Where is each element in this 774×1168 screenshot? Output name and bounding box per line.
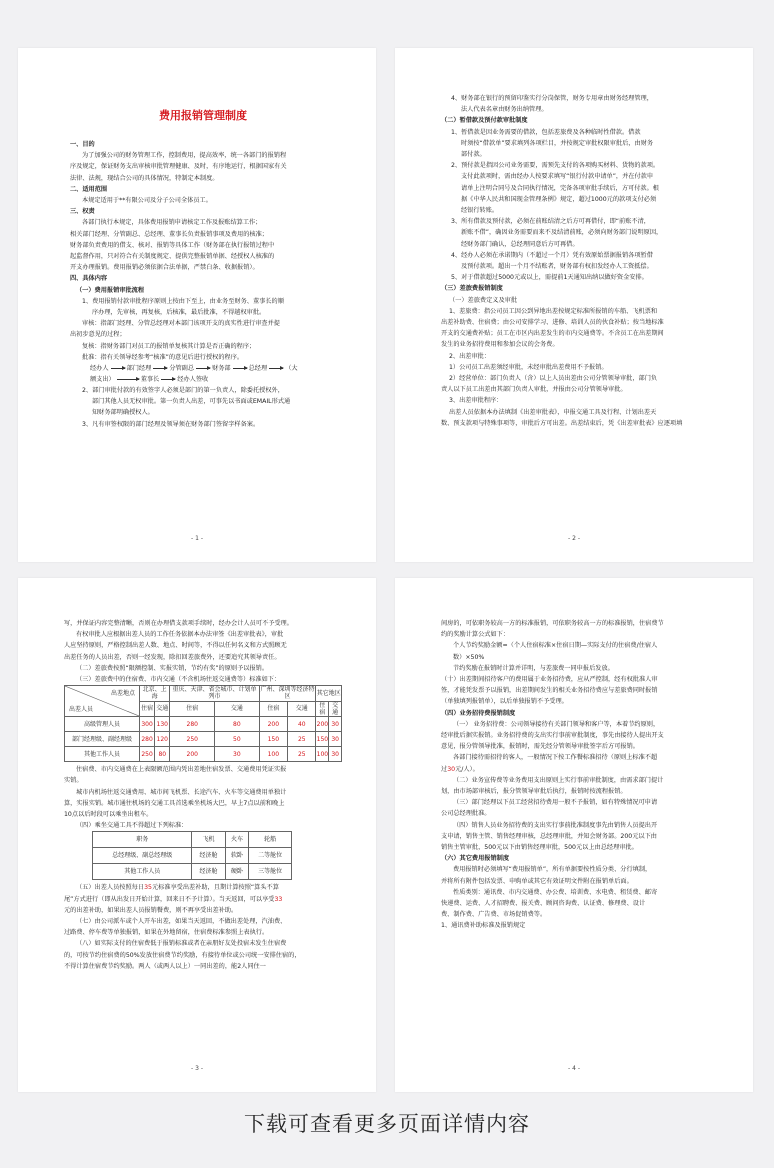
table-cell: 30 xyxy=(215,747,259,762)
text-line: 约的奖励计算公式如下： xyxy=(441,631,510,639)
text-line: 间房的，可依职务较高一方的标准报销，可依职务较高一方的标准报销，住宿费节 xyxy=(441,620,664,627)
text-line: 节约奖励在报销时计算并详明，与差旅费一同申报后发放。 xyxy=(453,664,614,672)
table-corner-cell xyxy=(65,686,140,717)
text-line: 支付此款项时，需由经办人按要求填写“银行付款申请单”，并在付款申 xyxy=(461,173,654,181)
text-line: 销售主管审批，500元以下由销售经理审批，500元以上由总经理审批。 xyxy=(441,844,638,852)
table-header-cell: 住宿 xyxy=(170,701,215,717)
text-line: 1、费用报销付款审批程序原则上按由下至上，由业务至财务、董事长的顺 xyxy=(82,297,284,305)
text-line: 责人以下员工出差由其部门负责人审批，并报由公司分管领导审批。 xyxy=(441,386,627,394)
text-line: （七）由公司派车或个人开车出差，如果当天返回，不做出差处理，汽油费、 xyxy=(76,918,287,926)
flow-node: 经办人 xyxy=(90,365,109,373)
text-line: 财务部负责费用的借支、核对、报销等具体工作（财务部在执行报销过程中 xyxy=(70,241,275,249)
table-cell: 100 xyxy=(316,747,329,762)
text-line: 为了加强公司的财务管理工作，控制费用，提高效率，统一各部门的报销程 xyxy=(82,152,287,160)
text-line: 序及规定，保证财务支出审核审批管理健康、及时，有序地运行，根据国家有关 xyxy=(70,163,287,171)
text-line: （单独填列报销单），以后单独报销不予受理。 xyxy=(441,698,568,706)
table-cell: 200 xyxy=(316,717,329,732)
flow-node: 总经理 xyxy=(248,365,268,373)
document-page-1 xyxy=(18,48,376,562)
text-line: 出差人员依据本办法填制《出差审批表》，申报交通工具及行程、计划出差天 xyxy=(449,408,657,416)
table-header-cell: 职务 xyxy=(93,832,192,848)
text-line: 城市内机场往返交通费用、城市间飞机票、长途汽车、火车等交通费用单独计 xyxy=(76,788,287,796)
text-line: 四、具体内容 xyxy=(70,275,108,283)
text-line: 各部门执行本规定，具体费用报销申请核定工作及报账结算工作； xyxy=(82,219,262,227)
table-header-cell: 出差人员 xyxy=(69,706,94,714)
text-line: 及预付款项。超出一个月不结账者，财务部有权扣发经办人工资抵偿。 xyxy=(461,263,653,271)
table-header-cell: 飞机 xyxy=(192,832,225,848)
text-line: 过30元/人）。 xyxy=(441,765,479,773)
page1-body xyxy=(70,139,336,363)
page-number: - 3 - xyxy=(191,1065,203,1072)
arrow-right-icon xyxy=(196,368,210,369)
arrow-right-icon xyxy=(233,368,247,369)
text-line: 数、预支款项与特殊事项等，审批后方可出差。出差结束后，凭《出差审批表》应逐项填 xyxy=(441,419,683,427)
text-line: 不得计算住宿费节约奖励。两人（或两人以上）一同出差的，能2人同住一 xyxy=(64,962,266,970)
travel-allowance-table xyxy=(64,685,342,762)
page-number: - 4 - xyxy=(568,1065,580,1072)
text-line: 相关部门经理、分管副总、总经理、董事长负责报销事项及费用的核准； xyxy=(70,230,268,238)
page-number: - 1 - xyxy=(191,535,203,542)
table-cell: 250 xyxy=(170,732,215,747)
table-cell: 经济舱 xyxy=(192,864,225,880)
table-cell: 50 xyxy=(215,732,259,747)
document-page-3 xyxy=(18,578,376,1092)
text-line: （三）差旅费报销制度 xyxy=(441,285,503,293)
text-line: （一）差旅费定义及审批 xyxy=(449,296,518,304)
text-line: 性质类别：通讯费、市内交通费、办公费、培训费、水电费、租赁费、邮寄 xyxy=(453,888,658,896)
text-line: 住宿费、市内交通费在上表限额范围内凭出差地住宿发票、交通费用凭证实报 xyxy=(76,766,287,774)
table-cell: 150 xyxy=(316,732,329,747)
text-line: 三、权责 xyxy=(70,208,95,216)
text-line: 算，实报实销。城市通往机场的交通工具首选乘坐机场大巴，早上7点以前和晚上 xyxy=(64,799,285,807)
table-cell: 三等舱位 xyxy=(249,864,292,880)
text-line: 2、部门审批付款的有效签字人必须是部门的第一负责人，除委托授权外， xyxy=(82,387,284,395)
table-header-cell: 住宿 xyxy=(140,701,155,717)
table-header-cell: 住宿 xyxy=(316,701,329,717)
flow-node: 分管副总 xyxy=(169,365,195,373)
text-line: 时须按“借款单”要求填列各项栏目，并按规定审批权限审批后，由财务 xyxy=(461,139,654,147)
text-line: 签，才能凭发票予以报销，出差期间发生的相关业务招待费应与差旅费同时报销 xyxy=(441,687,658,695)
table-header-cell: 交通 xyxy=(329,701,342,717)
table-cell: 80 xyxy=(155,747,170,762)
text-line: 2）经营单位：部门负责人（含）以上人员出差由公司分管领导审批，部门负 xyxy=(449,375,658,383)
table-header-cell: 火车 xyxy=(225,832,249,848)
table-cell: 25 xyxy=(288,747,316,762)
highlight-value: 33 xyxy=(274,895,283,903)
text-line: （十）出差期间招待客户的费用属于业务招待费，应从严控制，经有权批准人审 xyxy=(441,676,658,684)
text-line: 批准：指有关领导经参考“核准”的意见后进行授权的程序。 xyxy=(82,353,244,361)
page3-body-3 xyxy=(64,882,342,972)
text-line: 4、财务部在银行的预留印鉴实行分岗保管，财务专用章由财务经理管理， xyxy=(451,95,653,102)
arrow-right-icon xyxy=(269,368,283,369)
table-cell: 280 xyxy=(140,732,155,747)
text-line: （四）销售人员业务招待费的支出实行事前批准制度事先由销售人员提出开 xyxy=(453,821,658,829)
text-line: 3、凡有审签权限的部门经理及领导须在财务部门签留字样备案。 xyxy=(82,420,260,428)
text-line: 的，可按节约住宿费的50%发放住宿费节约奖励，有接待单位或公司统一安排住宿的， xyxy=(64,951,301,959)
arrow-right-icon xyxy=(161,379,175,380)
table-cell: 130 xyxy=(155,717,170,732)
text-line: 1、通讯费补助标准及报销规定 xyxy=(441,922,526,930)
table-cell: 经济舱 xyxy=(192,848,225,864)
text-line: 支申请，销售主管、销售经理审核，总经理审批，并知会财务部。200元以下由 xyxy=(441,832,657,840)
text-line: 经财务部门确认，总经理同意后方可再借。 xyxy=(461,240,579,248)
table-cell: 120 xyxy=(155,732,170,747)
text-line: （五）出差人员按照每日35元标准享受出差补助，且期计算按照“算头不算 xyxy=(76,884,279,892)
table-cell: 二等舱位 xyxy=(249,848,292,864)
text-line: （三）差旅费中的住宿费、市内交通（不含机场往返交通费等）标准如下： xyxy=(76,676,281,684)
table-cell: 总经理级、副总经理级 xyxy=(93,848,192,864)
flow-node: 董事长 xyxy=(140,376,160,384)
text-line: 据《中华人民共和国现金管理条例》规定，超过1000元的款项支付必须 xyxy=(461,195,657,203)
table-header-cell: 北京、上海 xyxy=(140,686,170,702)
table-cell: 300 xyxy=(140,717,155,732)
text-line: 10点以后时段可以乘坐出租车。 xyxy=(64,811,153,819)
table-cell: 200 xyxy=(170,747,215,762)
text-line: 经银行转账。 xyxy=(461,207,499,215)
transport-standard-table xyxy=(92,831,292,880)
text-line: 数）×50% xyxy=(453,653,485,661)
table-header-cell: 出差地点 xyxy=(110,690,135,698)
text-line: 1、差旅费：指公司员工因公到异地出差按规定标准所报销的车船、飞机票和 xyxy=(449,307,658,315)
page3-body xyxy=(64,618,342,685)
text-line: 有权审批人应根据出差人员的工作任务依据本办法审签《出差审批表》，审批 xyxy=(76,631,284,639)
text-line: 公司总经理批准。 xyxy=(441,810,491,818)
table-row xyxy=(65,747,342,762)
text-line: 知财务部明确授权人。 xyxy=(92,409,154,417)
text-line: 法人代表名章由财务出纳管理。 xyxy=(461,106,548,114)
text-line: 开支办理报销。费用报销必须依据合法单据，严禁白条、收据报销）。 xyxy=(70,264,259,272)
text-line: 并将所有附件包括发票、申购单或其它有效证明文件附在报销单后面。 xyxy=(441,877,633,885)
table-header-cell: 其它地区 xyxy=(316,686,342,702)
table-row xyxy=(65,732,342,747)
text-line: 审核：指部门经理、分管总经理对本部门该项开支的真实性进行审查并提 xyxy=(82,320,280,328)
table-header-cell: 轮船 xyxy=(249,832,292,848)
text-line: 二、适用范围 xyxy=(70,185,108,193)
text-line: 起监督作用，只对符合有关制度规定、提供完整报销单据、经授权人核准的 xyxy=(70,253,275,261)
table-row xyxy=(93,848,292,864)
table-row xyxy=(93,832,292,848)
text-line: 法律、法规，现结合公司的具体情况，特制定本制度。 xyxy=(70,174,219,182)
table-row-label: 高级管理人员 xyxy=(65,717,140,732)
text-line: 1）公司员工出差须经审批，未经审批出差费用不予报销。 xyxy=(449,363,608,371)
text-line: 序办理，先审核，再复核，后核准，最后批准，不得越权审批。 xyxy=(92,309,266,317)
table-cell: 30 xyxy=(329,732,342,747)
table-row-label: 其他工作人员 xyxy=(65,747,140,762)
table-header-cell: 交通 xyxy=(215,701,259,717)
text-line: 发生的业务招待费用和参加会议的会务费。 xyxy=(441,341,559,349)
text-line: （三）部门经理以下员工经营招待费用一般不予报销，如有特殊情况可申请 xyxy=(453,799,658,807)
text-line: （一）费用报销审批流程 xyxy=(76,286,145,294)
page4-body xyxy=(441,618,719,932)
highlight-value: 30 xyxy=(447,765,456,773)
table-row-label: 部门经理级、副经理级 xyxy=(65,732,140,747)
page2-body xyxy=(441,93,717,429)
arrow-right-icon xyxy=(111,368,125,369)
text-line: 3、出差审批程序： xyxy=(449,397,503,405)
table-cell: 25 xyxy=(288,732,316,747)
text-line: （八）如实际支付的住宿费低于报销标准或者在亲朋好友处投宿未发生住宿费 xyxy=(76,940,287,948)
table-header-cell: 重庆、天津、省会城市、计划单列市 xyxy=(170,686,259,702)
text-line: 开支的交通费补贴；员工在市区内出差发生的市内交通费等。不含员工在出差期间 xyxy=(441,330,664,338)
text-line: 人应坚持原则，严格控制出差人数、地点、时间等，不得以任何名义和方式照顾无 xyxy=(64,642,287,650)
text-line: （二）业务宣传费等业务费用支出原则上实行事前审批制度，由需求部门提计 xyxy=(453,776,664,784)
table-cell: 100 xyxy=(259,747,288,762)
table-header-cell: 广州、深圳等经济特区 xyxy=(260,686,315,701)
text-line: 元的出差补助，如果出差人员报销餐费，则不再享受出差补助。 xyxy=(64,906,238,914)
text-line: （四）乘坐交通工具不得超过下列标准： xyxy=(76,822,188,830)
text-line: 部付款。 xyxy=(461,151,486,159)
text-line: 费、制作费、广告费、市场促销费等。 xyxy=(441,911,547,919)
table-cell: 150 xyxy=(259,732,288,747)
text-line: 出初步意见的过程； xyxy=(70,331,126,339)
text-line: 写，并保证内容完整清晰，否则在办理借支款项手续时，经办会计人员可不予受理。 xyxy=(64,620,293,627)
flow-node: 财务部 xyxy=(212,365,231,373)
text-line: 出差任务的人员出差，否则一经发现，除扣回差旅费外，还要追究其领导责任。 xyxy=(64,653,281,661)
document-page-4 xyxy=(395,578,753,1092)
text-line: 经审批后据实报销。业务招待费的支出实行事前审批制度，事先由接待人提出开支 xyxy=(441,732,664,740)
highlight-value: 35 xyxy=(144,884,152,892)
table-cell: 250 xyxy=(140,747,155,762)
table-header-cell: 住宿 xyxy=(259,701,288,717)
table-cell: 其他工作人员 xyxy=(93,864,192,880)
table-cell: 软卧 xyxy=(225,848,249,864)
page1-body-2 xyxy=(70,385,336,430)
table-header-cell: 交通 xyxy=(155,701,170,717)
document-page-2 xyxy=(395,48,753,562)
text-line: 意见，报分管领导批准，报销时，需先经分管领导审批签字后方可报销。 xyxy=(441,743,639,751)
flow-node: （大 xyxy=(285,365,298,373)
text-line: 快递费、运费、人才招聘费、报关费、顾问咨询费、认证费、修理费、设计 xyxy=(441,900,646,908)
download-more-caption: 下载可查看更多页面详情内容 xyxy=(244,1112,530,1136)
table-cell: 280 xyxy=(170,717,215,732)
text-line: 4、经办人必须在承诺期内（不超过一个月）凭有效原始票据报销各项暂借 xyxy=(451,251,653,259)
table-cell: 硬卧 xyxy=(225,864,249,880)
flow-node: 经办人签收 xyxy=(177,376,209,384)
table-row xyxy=(93,864,292,880)
text-line: 划，由市场部审核后，报分管领导审批后执行，报销时按流程报销。 xyxy=(441,788,627,796)
table-cell: 80 xyxy=(215,717,259,732)
flow-node: 部门经理 xyxy=(126,365,152,373)
table-cell: 30 xyxy=(329,747,342,762)
text-line: 复核：指财务部门对员工的报销单复核其计算是否正确的程序； xyxy=(82,342,256,350)
table-cell: 200 xyxy=(259,717,288,732)
text-line: 3、所有借款及预付款，必须在前账结清之后方可再借付，即“前账不清， xyxy=(451,218,650,226)
text-line: 5、对于借款超过5000元或以上，需提前1天通知出纳以做好资金安排。 xyxy=(451,274,648,282)
text-line: 出差补助费、住宿费；由公司安排学习、进修、培训人员的伙食补贴；按当地标准 xyxy=(441,319,664,327)
text-line: 1、暂借款是因业务需要的借款，包括差旅费及各种临时性借款。借款 xyxy=(451,128,641,136)
text-line: 一、目的 xyxy=(70,141,95,148)
table-header-cell: 交通 xyxy=(288,701,316,717)
arrow-right-icon xyxy=(153,368,167,369)
table-cell: 40 xyxy=(288,717,316,732)
flow-node: 额支出） xyxy=(90,376,115,384)
text-line: 2、预付款是指因公司业务需要，需预先支付的各项购买材料、货物的款项。 xyxy=(451,162,660,170)
text-line: 个人节约奖励金额=（个人住宿标准×住宿日期—实际支付的住宿费/住宿人 xyxy=(453,642,658,650)
text-line: 过路费、停车费等单独报销，如果在外地留宿，住宿费标准参照上表执行。 xyxy=(64,929,269,937)
text-line: 新账不借”，确因业务需要而来不及结清前账，必须向财务部门说明原因， xyxy=(461,229,663,237)
page-number: - 2 - xyxy=(568,535,580,542)
arrow-right-icon xyxy=(117,379,139,380)
text-line: （一） 业务招待费：公司领导接待有关部门领导和客户等，本着节约原则， xyxy=(453,720,660,728)
text-line: 2、出差审批： xyxy=(449,352,491,360)
text-line: 各部门接待需招待的客人，一般情况下按工作餐标准招待（原则上标准不超 xyxy=(453,754,658,762)
approval-flow xyxy=(90,363,336,385)
text-line: （四）业务招待费报销制度 xyxy=(441,709,516,717)
table-cell: 30 xyxy=(329,717,342,732)
text-line: 本规定适用于**有限公司及分子公司全体员工。 xyxy=(82,197,212,205)
document-title: 费用报销管理制度 xyxy=(159,109,247,122)
text-line: 请单上注明合同号及合同执行情况，完备各项审批手续后，方可付款。根 xyxy=(461,184,659,192)
text-line: 部门其他人员无权审批。第一负责人出差，可事先以书面或EMAIL形式通 xyxy=(92,398,291,406)
text-line: 尾”方式进行（即从出发日开始计算，回来日不予计算）。当天返回，可以享受33 xyxy=(64,895,283,903)
text-line: （六）其它费用报销制度 xyxy=(441,855,510,863)
text-line: （二）暂借款及预付款审批制度 xyxy=(441,117,528,125)
text-line: 实销。 xyxy=(64,777,83,785)
table-row xyxy=(65,717,342,732)
page3-body-2 xyxy=(64,764,342,831)
text-line: （二）差旅费按照“限额控制、实报实销，节约有奖”的原则予以报销。 xyxy=(76,664,269,672)
text-line: 费用报销时必须填写“费用报销单”，所有单据要按性质分类、分行填制， xyxy=(453,866,652,874)
